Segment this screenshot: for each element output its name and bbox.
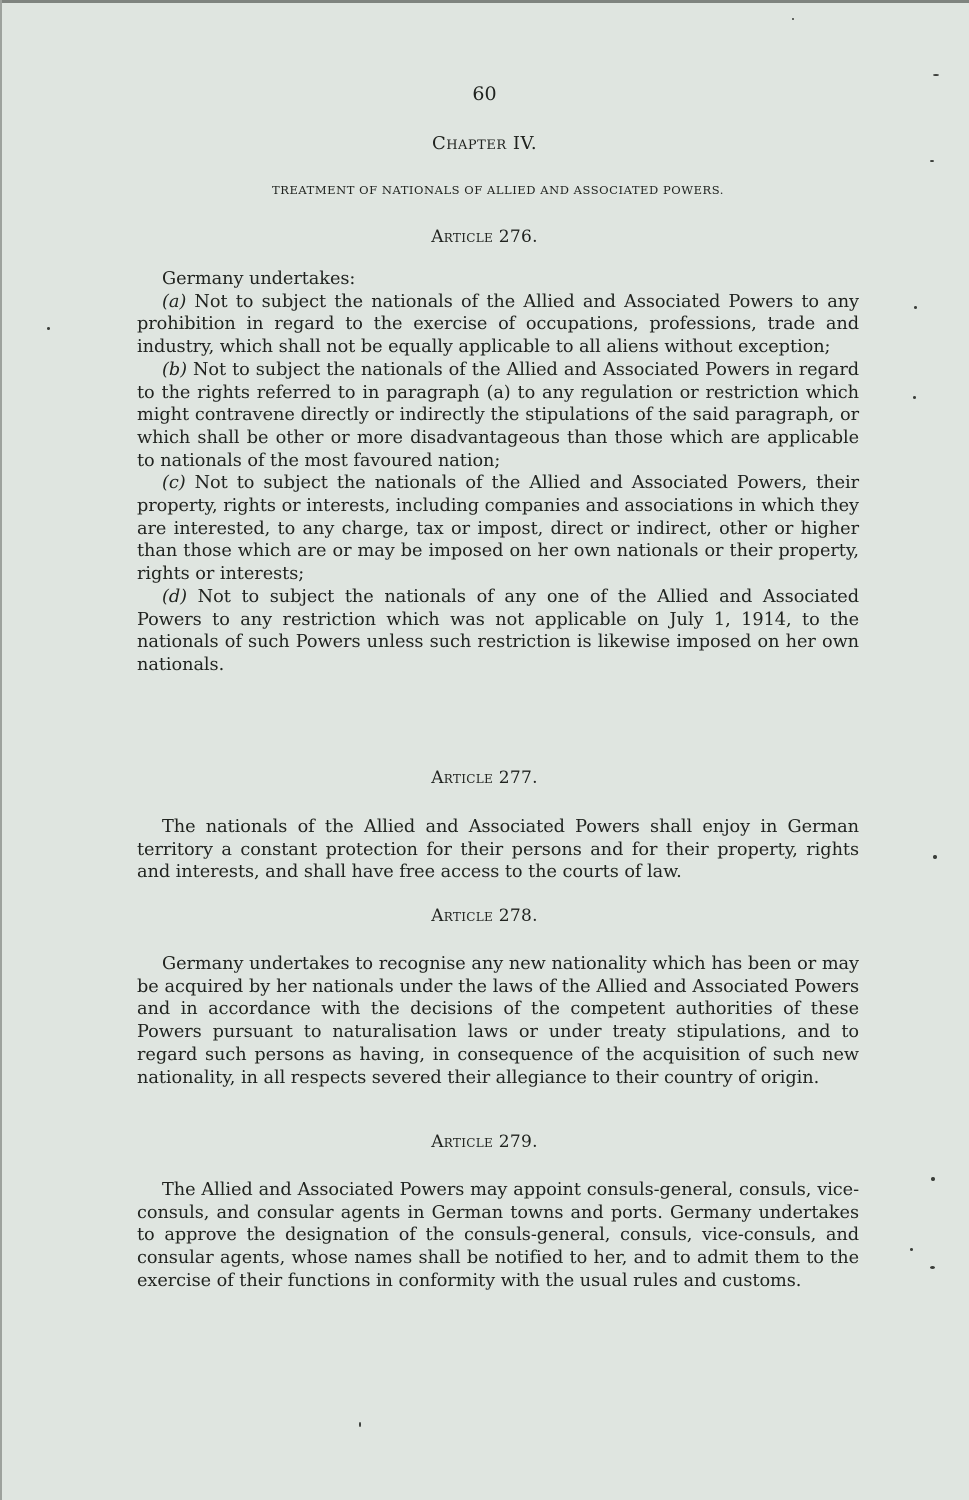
scan-speck <box>930 160 934 162</box>
paragraph-text: The Allied and Associated Powers may appoint consuls-general, consuls, vice-consuls, and consular agents in German towns and ports. Germany undertakes to approve the designation of the consuls-general, consuls, vice-consuls, and consular agents, whose names shall be notified to her, and to admit them to the exercise of their functions in conformity with the usual rules and customs. <box>137 1180 859 1291</box>
scan-speck <box>933 855 937 859</box>
scan-speck <box>931 1177 935 1181</box>
scan-speck <box>913 396 916 399</box>
paragraph-text: The nationals of the Allied and Associated Powers shall enjoy in German territory a constant protection for their persons and for their property, rights and interests, and shall have free access to the courts of law. <box>137 817 859 883</box>
article-278-paragraph <box>137 953 859 1089</box>
clause-text: Not to subject the nationals of any one of the Allied and Associated Powers to any restriction which was not applicable on July 1, 1914, to the nationals of such Powers unless such restriction is likewise imposed on her own nationals. <box>137 586 859 675</box>
clause-text: Not to subject the nationals of the Allied and Associated Powers, their property, rights or interests, including companies and associations in which they are interested, to any charge, tax or impost, direct or indirect, other or higher than those which are or may be imposed on her own nationals or their property, rights or interests; <box>137 473 859 585</box>
clause-label: (c) <box>162 473 186 494</box>
scan-speck <box>933 74 939 76</box>
section-heading: TREATMENT OF NATIONALS OF ALLIED AND ASSOCIATED POWERS. <box>272 183 724 197</box>
clause-text: Not to subject the nationals of the Allied and Associated Powers to any prohibition in regard to the exercise of occupations, professions, trade and industry, which shall not be equally applicable to all aliens without exception; <box>137 291 859 358</box>
scan-speck <box>359 1422 361 1427</box>
article-277-body <box>137 816 859 884</box>
chapter-heading: Chapter IV. <box>431 133 538 154</box>
article-276-heading: Article 276. <box>431 227 538 247</box>
clause-label: (d) <box>162 586 187 607</box>
article-276-body <box>137 268 859 677</box>
clause-text: Not to subject the nationals of the Allied and Associated Powers in regard to the rights referred to in paragraph (a) to any regulation or restriction which might contravene directly or indirectly the stipulations of the said paragraph, or which shall be other or more disadvantageous than those which are applicable to nationals of the most favoured nation; <box>137 359 859 471</box>
article-276-clause-a <box>137 291 859 359</box>
scan-speck <box>47 327 50 330</box>
scan-speck <box>914 306 917 309</box>
clause-label: (b) <box>162 359 187 380</box>
article-279-body <box>137 1179 859 1293</box>
scan-speck <box>792 18 794 20</box>
article-278-body <box>137 953 859 1089</box>
clause-label: (a) <box>162 291 187 312</box>
paragraph-text: Germany undertakes: <box>162 269 356 289</box>
page-number: 60 <box>472 83 497 105</box>
scan-edge-top <box>0 0 969 3</box>
paragraph-text: Germany undertakes to recognise any new nationality which has been or may be acquired by her nationals under the laws of the Allied and Associated Powers and in accordance with the decisions of the competent authorities of these Powers pursuant to naturalisation laws or under treaty stipulations, and to regard such persons as having, in consequence of the acquisition of such new nationality, in all respects severed their allegiance to their country of origin. <box>137 954 859 1088</box>
article-279-heading: Article 279. <box>431 1132 538 1152</box>
scan-edge-left <box>0 0 2 1500</box>
article-276-clause-d <box>137 586 859 677</box>
article-276-clause-c <box>137 472 859 586</box>
article-277-paragraph <box>137 816 859 884</box>
article-276-intro <box>137 268 859 291</box>
article-279-paragraph <box>137 1179 859 1293</box>
article-278-heading: Article 278. <box>431 906 538 926</box>
scan-speck <box>910 1248 913 1251</box>
article-276-clause-b <box>137 359 859 473</box>
scan-speck <box>930 1266 935 1269</box>
article-277-heading: Article 277. <box>431 768 538 788</box>
